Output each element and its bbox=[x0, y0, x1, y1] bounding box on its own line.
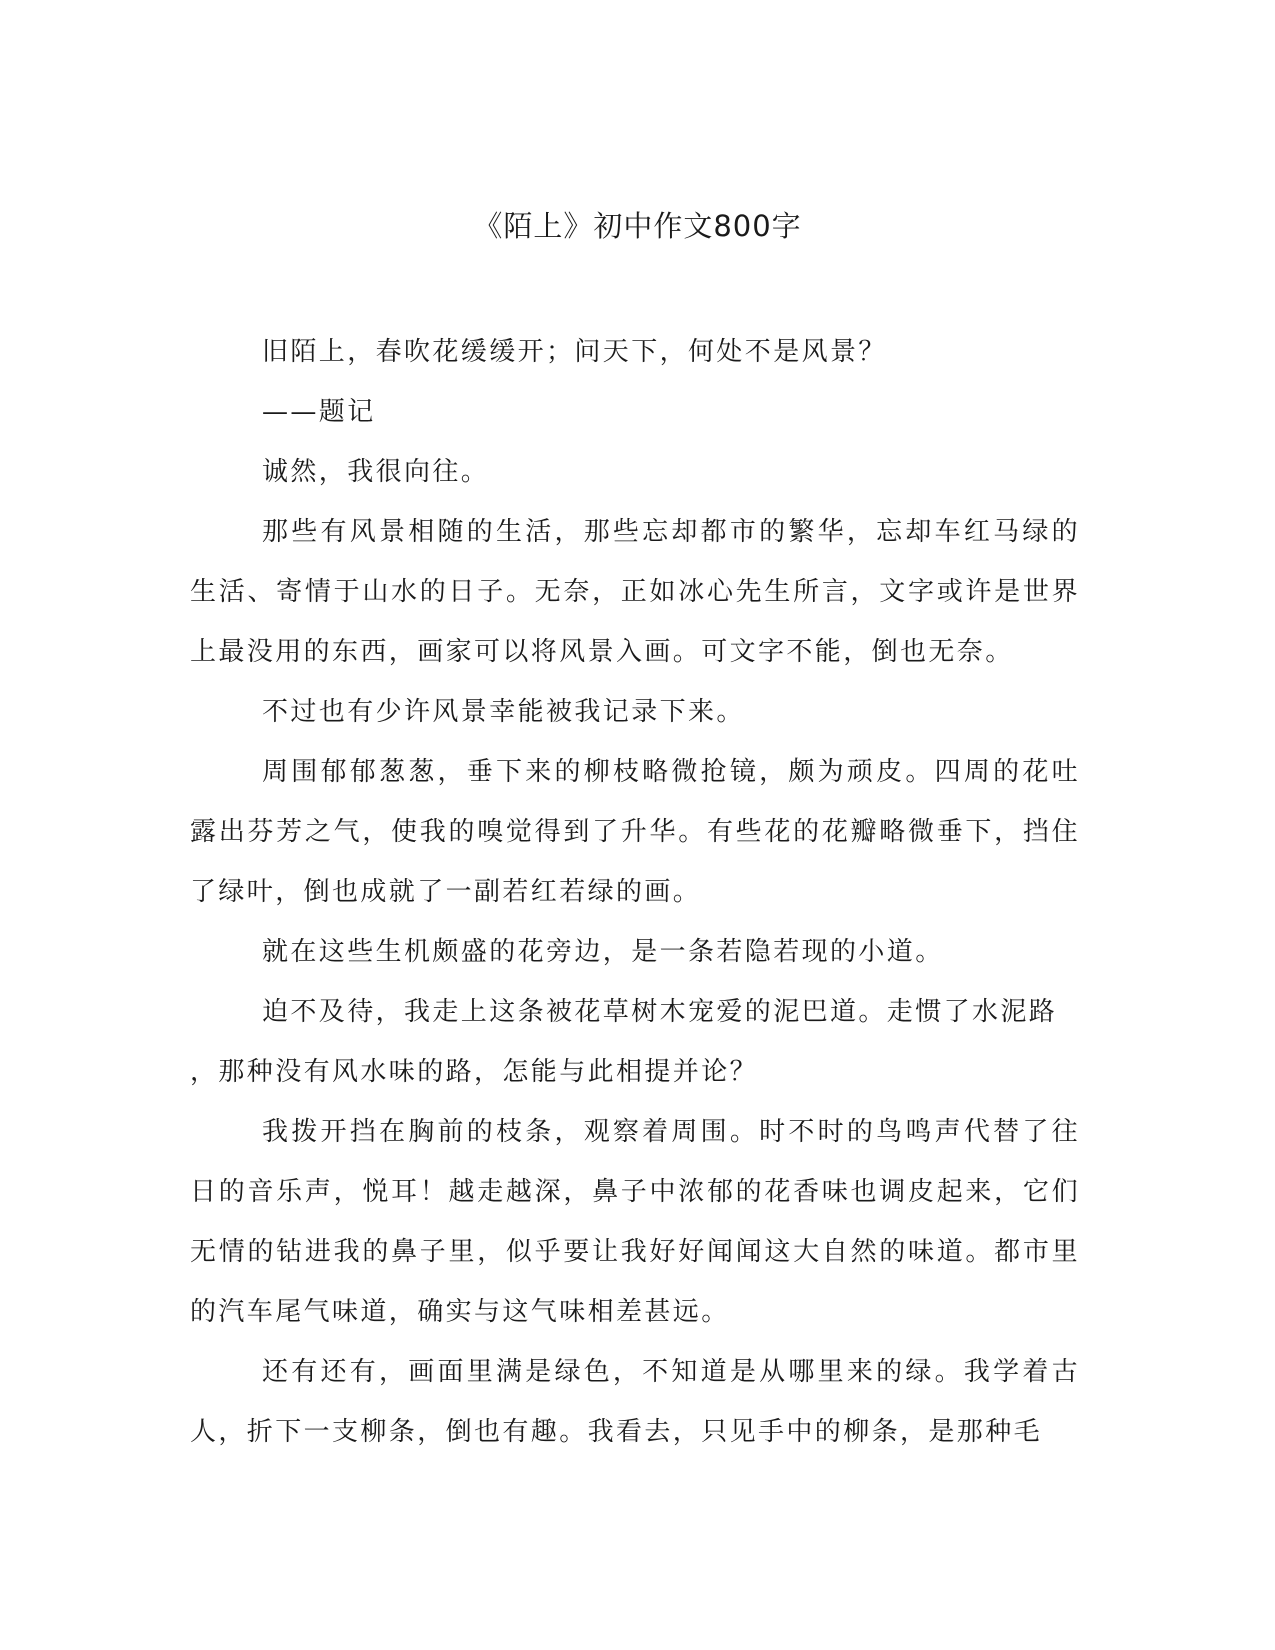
paragraph: 周围郁郁葱葱，垂下来的柳枝略微抢镜，颇为顽皮。四周的花吐露出芬芳之气，使我的嗅觉得到了升华。有些花的花瓣略微垂下，挡住了绿叶，倒也成就了一副若红若绿的画。 bbox=[190, 757, 1080, 907]
paragraph: 不过也有少许风景幸能被我记录下来。 bbox=[262, 697, 745, 727]
document-title: 《陌上》初中作文800字 bbox=[473, 209, 802, 243]
paragraph: 诚然，我很向往。 bbox=[262, 457, 490, 487]
document-body bbox=[190, 322, 1080, 1462]
paragraph: 还有还有，画面里满是绿色，不知道是从哪里来的绿。我学着古人，折下一支柳条，倒也有趣。我看去，只见手中的柳条，是那种毛 bbox=[190, 1357, 1080, 1447]
paragraph-epigraph: 旧陌上，春吹花缓缓开；问天下，何处不是风景？ bbox=[262, 337, 887, 367]
paragraph: 就在这些生机颇盛的花旁边，是一条若隐若现的小道。 bbox=[262, 937, 944, 967]
paragraph: 迫不及待，我走上这条被花草树木宠爱的泥巴道。走惯了水泥路 bbox=[262, 997, 1058, 1027]
paragraph: 我拨开挡在胸前的枝条，观察着周围。时不时的鸟鸣声代替了往日的音乐声，悦耳！越走越深，鼻子中浓郁的花香味也调皮起来，它们无情的钻进我的鼻子里，似乎要让我好好闻闻这大自然的味道。都市里的汽车尾气味道，确实与这气味相差甚远。 bbox=[190, 1117, 1080, 1327]
paragraph: 那些有风景相随的生活，那些忘却都市的繁华，忘却车红马绿的生活、寄情于山水的日子。无奈，正如冰心先生所言，文字或许是世界上最没用的东西，画家可以将风景入画。可文字不能，倒也无奈。 bbox=[190, 517, 1080, 667]
paragraph-continuation: ，那种没有风水味的路，怎能与此相提并论？ bbox=[190, 1057, 759, 1087]
paragraph-epigraph-attribution: ——题记 bbox=[262, 397, 376, 427]
